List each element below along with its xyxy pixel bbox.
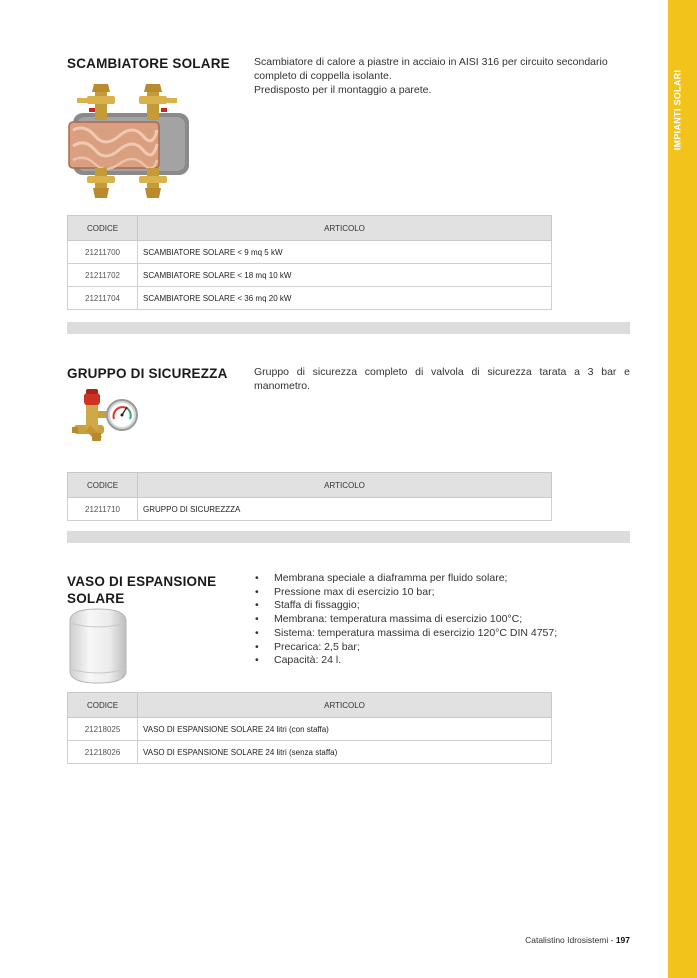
list-item: • Membrana speciale a diaframma per fluido solare; (254, 572, 630, 586)
list-item: • Staffa di fissaggio; (254, 599, 630, 613)
side-tab-label-box (669, 60, 685, 160)
cell-article: VASO DI ESPANSIONE SOLARE 24 litri (senza staffa) (138, 741, 552, 764)
list-item: • Precarica: 2,5 bar; (254, 641, 630, 655)
section-title-vaso (67, 573, 216, 607)
codes-table-vaso (67, 692, 552, 764)
section-title-gruppo: GRUPPO DI SICUREZZA (67, 366, 228, 381)
section-desc-gruppo (254, 365, 630, 393)
table-row (68, 718, 552, 741)
desc-line: Predisposto per il montaggio a parete. (254, 84, 432, 96)
codes-table-gruppo (67, 472, 552, 521)
col-header-codice: CODICE (68, 216, 138, 241)
cell-code: 21218025 (68, 718, 138, 741)
footer-catalog: Catalistino Idrosistemi - (525, 935, 614, 945)
col-header-codice: CODICE (68, 693, 138, 718)
table-header-row (68, 473, 552, 498)
col-header-codice: CODICE (68, 473, 138, 498)
cell-article: SCAMBIATORE SOLARE < 9 mq 5 kW (138, 241, 552, 264)
safety-group-image (70, 385, 140, 445)
col-header-articolo: ARTICOLO (138, 693, 552, 718)
cell-code: 21211704 (68, 287, 138, 310)
side-tab-label: IMPIANTI SOLARI (672, 69, 682, 151)
cell-article: VASO DI ESPANSIONE SOLARE 24 litri (con staffa) (138, 718, 552, 741)
section-separator (67, 531, 630, 543)
table-header-row (68, 216, 552, 241)
desc-line: Gruppo di sicurezza completo di valvola di sicurezza tarata a 3 bar e manometro. (254, 366, 630, 392)
title-line: SOLARE (67, 591, 125, 606)
table-row (68, 264, 552, 287)
page-footer (525, 935, 630, 945)
cell-code: 21211700 (68, 241, 138, 264)
section-title-scambiatore: SCAMBIATORE SOLARE (67, 56, 230, 71)
expansion-vessel-image (64, 607, 132, 685)
list-item: • Pressione max di esercizio 10 bar; (254, 586, 630, 600)
section-separator (67, 322, 630, 334)
table-header-row (68, 693, 552, 718)
cell-article: GRUPPO DI SICUREZZZA (138, 498, 552, 521)
page-number: 197 (615, 935, 630, 945)
cell-article: SCAMBIATORE SOLARE < 18 mq 10 kW (138, 264, 552, 287)
cell-code: 21211710 (68, 498, 138, 521)
cell-code: 21218026 (68, 741, 138, 764)
list-item: • Sistema: temperatura massima di esercizio 120°C DIN 4757; (254, 627, 630, 641)
heat-exchanger-image (65, 80, 195, 200)
cell-article: SCAMBIATORE SOLARE < 36 mq 20 kW (138, 287, 552, 310)
table-row (68, 498, 552, 521)
list-item: • Capacità: 24 l. (254, 654, 630, 668)
title-line: VASO DI ESPANSIONE (67, 574, 217, 589)
features-list (254, 572, 630, 668)
col-header-articolo: ARTICOLO (138, 216, 552, 241)
table-row (68, 741, 552, 764)
codes-table-scambiatore (67, 215, 552, 310)
desc-line: Scambiatore di calore a piastre in acciaio in AISI 316 per circuito secondario completo di coppella isolante. (254, 56, 608, 82)
cell-code: 21211702 (68, 264, 138, 287)
table-row (68, 287, 552, 310)
section-desc-scambiatore (254, 55, 630, 97)
col-header-articolo: ARTICOLO (138, 473, 552, 498)
table-row (68, 241, 552, 264)
list-item: • Membrana: temperatura massima di esercizio 100°C; (254, 613, 630, 627)
